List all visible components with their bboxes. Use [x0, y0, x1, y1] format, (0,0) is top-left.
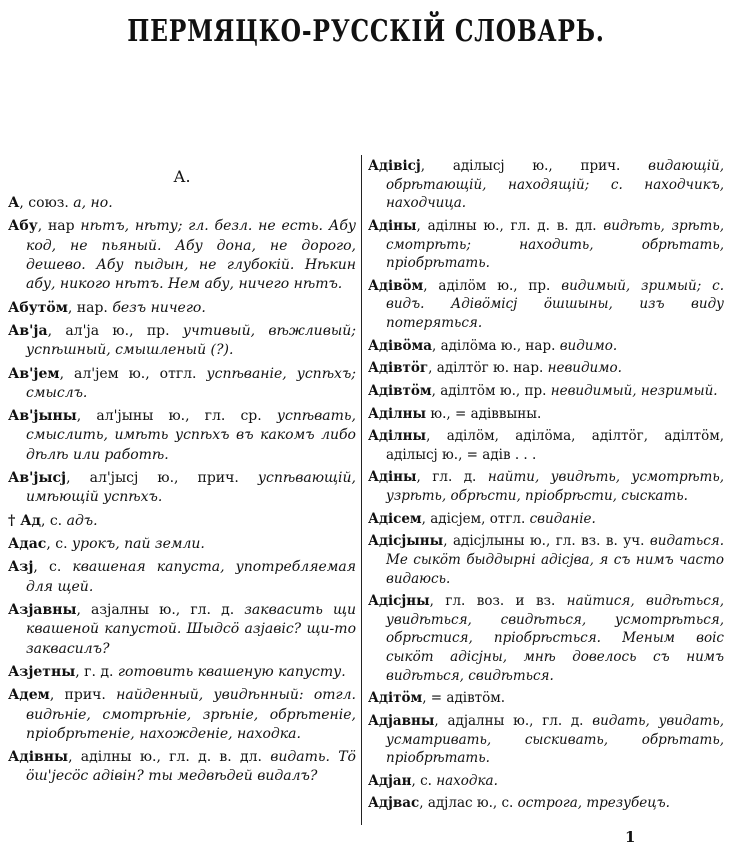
entry-headword: † Ад	[8, 512, 41, 529]
right-column	[368, 157, 724, 817]
entry-translation: видимо.	[555, 337, 618, 354]
entry-headword: Адјвас	[368, 795, 420, 812]
entry-headword: Адiвны	[8, 749, 69, 766]
dictionary-entry	[8, 299, 356, 318]
entry-grammar: , гл. воз. и вз.	[429, 593, 556, 610]
entry-headword: Ав'јысј	[8, 470, 67, 487]
dictionary-entry	[8, 686, 356, 744]
entry-headword: Адiвтöм	[368, 382, 432, 399]
entry-translation: учтивый, вѣжливый; успѣшный, смышленый (?).	[26, 322, 356, 359]
entry-translation: готовить квашеную капусту.	[113, 663, 346, 680]
entry-headword: Адiвтöг	[368, 360, 429, 377]
entry-grammar: , нар	[37, 218, 75, 235]
entry-headword: Адiсем	[368, 510, 422, 527]
entry-translation: видать, увидать, усматривать, сыскивать, обрѣтать, пріобрѣтать.	[386, 712, 724, 767]
entry-headword: Азјавны	[8, 601, 77, 618]
entry-translation: успѣвающій, имѣющій успѣхъ.	[26, 470, 356, 506]
dictionary-entry	[368, 510, 724, 529]
entry-grammar: , ал'јем ю., отгл.	[59, 365, 197, 382]
entry-headword: Ав'јем	[8, 365, 60, 382]
entry-grammar: , адiсјем, отгл.	[421, 510, 526, 527]
entry-translation: урокъ, пай земли.	[67, 536, 205, 552]
entry-translation: а, но.	[68, 195, 113, 211]
entry-grammar: , адiлöм ю., пр.	[423, 277, 551, 294]
entry-translation: нѣтъ, нѣту; гл. безл. не есть. Абу код, не пьяный. Абу дона, не дорого, дешево. Абу пыдын, не глубокій. Нѣкин абу, никого нѣтъ. Нем абу, ничего нѣтъ.	[26, 218, 356, 293]
dictionary-entry	[368, 337, 724, 356]
entry-grammar: , адјлас ю., с.	[419, 795, 514, 812]
dictionary-entry	[368, 359, 724, 378]
left-entries	[8, 194, 356, 787]
dictionary-entry	[368, 532, 724, 588]
dictionary-entry	[368, 712, 724, 768]
dictionary-entry	[368, 405, 724, 424]
entry-grammar: , нар.	[67, 299, 108, 316]
entry-headword: Ав'ја	[8, 322, 48, 339]
section-letter: А.	[173, 167, 191, 186]
page-title: ПЕРМЯЦКО-РУССКІЙ СЛОВАРЬ.	[127, 14, 605, 49]
entry-translation: заквасить щи квашеной капустой. Шыдсö азјавiс? щи-то заквасилъ?	[26, 601, 356, 657]
entry-translation: острога, трезубецъ.	[513, 795, 670, 812]
entry-grammar: , ал'јыны ю., гл. ср.	[76, 408, 262, 425]
entry-headword: Ав'јыны	[8, 408, 77, 425]
entry-headword: Абу	[8, 218, 38, 235]
entry-grammar: , адјалны ю., гл. д.	[434, 712, 584, 729]
dictionary-entry	[368, 217, 724, 273]
entry-translation: свиданіе.	[525, 510, 596, 527]
dictionary-entry	[368, 157, 724, 213]
dictionary-entry	[368, 382, 724, 401]
dictionary-entry	[368, 772, 724, 791]
entry-grammar: , адiсјлыны ю., гл. вз. в. уч.	[443, 533, 645, 550]
entry-grammar: , адiлысј ю., прич.	[420, 158, 621, 174]
dictionary-entry	[8, 601, 356, 659]
entry-headword: Адiвiсј	[368, 158, 421, 174]
entry-headword: Адiвöм	[368, 277, 424, 294]
entry-translation: успѣваніе, успѣхъ; смыслъ.	[26, 365, 356, 401]
dictionary-entry	[8, 535, 356, 554]
dictionary-entry	[368, 427, 724, 464]
entry-grammar: ю., = адiввыны.	[426, 405, 542, 422]
entry-headword: Абутöм	[8, 299, 68, 316]
dictionary-entry	[368, 794, 724, 813]
entry-headword: Адiтöм	[368, 690, 423, 707]
dictionary-entry	[8, 365, 356, 404]
entry-grammar: , адiлны ю., гл. д. в. дл.	[416, 217, 597, 234]
entry-headword: Адiлны	[368, 428, 427, 445]
entry-grammar: , адiлтöг ю. нар.	[428, 360, 544, 377]
entry-headword: Адiсјны	[368, 593, 430, 610]
entry-translation: успѣвать, смыслить, имѣть успѣхъ въ какомъ либо дѣлѣ или работѣ.	[26, 408, 356, 463]
entry-grammar: , адiлöм, адiлöма, адiлтöг, адiлтöм, адiлысј ю., = адiв . . .	[386, 428, 724, 463]
right-entries	[368, 157, 724, 813]
dictionary-entry	[8, 469, 356, 508]
page-number: 1	[625, 828, 636, 846]
entry-headword: Азј	[8, 559, 34, 576]
dictionary-entry	[8, 217, 356, 294]
entry-headword: Адiсјыны	[368, 533, 444, 550]
entry-headword: Адјан	[368, 772, 412, 789]
entry-grammar: , = адiвтöм.	[422, 690, 506, 707]
entry-translation: найти, увидѣть, усмотрѣть, узрѣть, обрѣсти, пріобрѣсти, сыскать.	[386, 469, 724, 504]
entry-grammar: , адiлны ю., гл. д. в. дл.	[68, 749, 262, 766]
entry-grammar: , г. д.	[75, 663, 114, 680]
column-divider	[361, 155, 362, 825]
dictionary-entry	[8, 194, 356, 213]
entry-translation: квашеная капуста, употребляемая для щей.	[26, 559, 356, 595]
entry-translation: найденный, увидѣнный: отгл. видѣніе, смотрѣніе, зрѣніе, обрѣтеніе, пріобрѣтеніе, нахожденіе, находка.	[26, 687, 356, 742]
entry-translation: находка.	[431, 772, 498, 789]
dictionary-entry	[8, 407, 356, 465]
entry-grammar: , прич.	[49, 687, 106, 704]
dictionary-entry	[368, 592, 724, 685]
dictionary-entry	[368, 468, 724, 505]
entry-grammar: , ал'јысј ю., прич.	[66, 470, 239, 487]
entry-headword: Адас	[8, 536, 47, 552]
entry-translation: невидимо.	[543, 360, 622, 377]
dictionary-entry	[8, 748, 356, 787]
entry-grammar: , с.	[40, 512, 63, 529]
entry-grammar: , гл. д.	[416, 469, 477, 486]
entry-grammar: , адiлтöм ю., пр.	[431, 382, 547, 399]
entry-grammar: , с.	[46, 536, 68, 552]
entry-headword: Адјавны	[368, 712, 435, 729]
entry-translation: видать. Тö öш'јесöс адiвiн? ты медвѣдей видалъ?	[26, 749, 356, 785]
entry-headword: Адiвöма	[368, 337, 432, 354]
entry-translation: найтися, видѣться, увидѣться, свидѣться, усмотрѣться, обрѣстися, пріобрѣсться. Меным воiс сыкöт адiсјны, мнѣ довелось съ нимъ видѣться, свидѣться.	[386, 593, 725, 684]
entry-translation: видимый, зримый; с. видъ. Адiвöмiсј öшшыны, изъ виду потеряться.	[386, 277, 724, 331]
entry-headword: Адiны	[368, 217, 417, 234]
entry-translation: невидимый, незримый.	[546, 382, 718, 399]
entry-grammar: , адiлöма ю., нар.	[431, 337, 556, 354]
dictionary-entry	[368, 689, 724, 708]
entry-headword: Азјетны	[8, 663, 76, 680]
entry-headword: Адем	[8, 687, 50, 704]
entry-translation: адъ.	[62, 512, 98, 529]
entry-grammar: , ал'ја ю., пр.	[47, 322, 170, 339]
dictionary-entry	[368, 277, 724, 333]
entry-headword: Адiлны	[368, 405, 427, 422]
entry-grammar: , с.	[411, 772, 432, 789]
entry-translation: безъ ничего.	[107, 299, 206, 316]
entry-translation: видающій, обрѣтающій, находящій; с. находчикъ, находчица.	[386, 158, 724, 212]
dictionary-entry	[8, 663, 356, 682]
left-column	[8, 168, 356, 791]
entry-grammar: , азјалны ю., гл. д.	[76, 601, 235, 618]
entry-grammar: , союз.	[19, 195, 69, 211]
entry-translation: видаться. Ме сыкöт быддырнi адiсјва, я съ нимъ часто видаюсь.	[386, 533, 724, 587]
entry-headword: А	[8, 195, 20, 211]
entry-translation: видѣть, зрѣть, смотрѣть; находить, обрѣтать, пріобрѣтать.	[386, 217, 724, 272]
entry-headword: Адiны	[368, 469, 417, 486]
entry-grammar: , с.	[33, 559, 62, 576]
dictionary-entry	[8, 512, 356, 531]
dictionary-entry	[8, 322, 356, 361]
dictionary-entry	[8, 558, 356, 597]
